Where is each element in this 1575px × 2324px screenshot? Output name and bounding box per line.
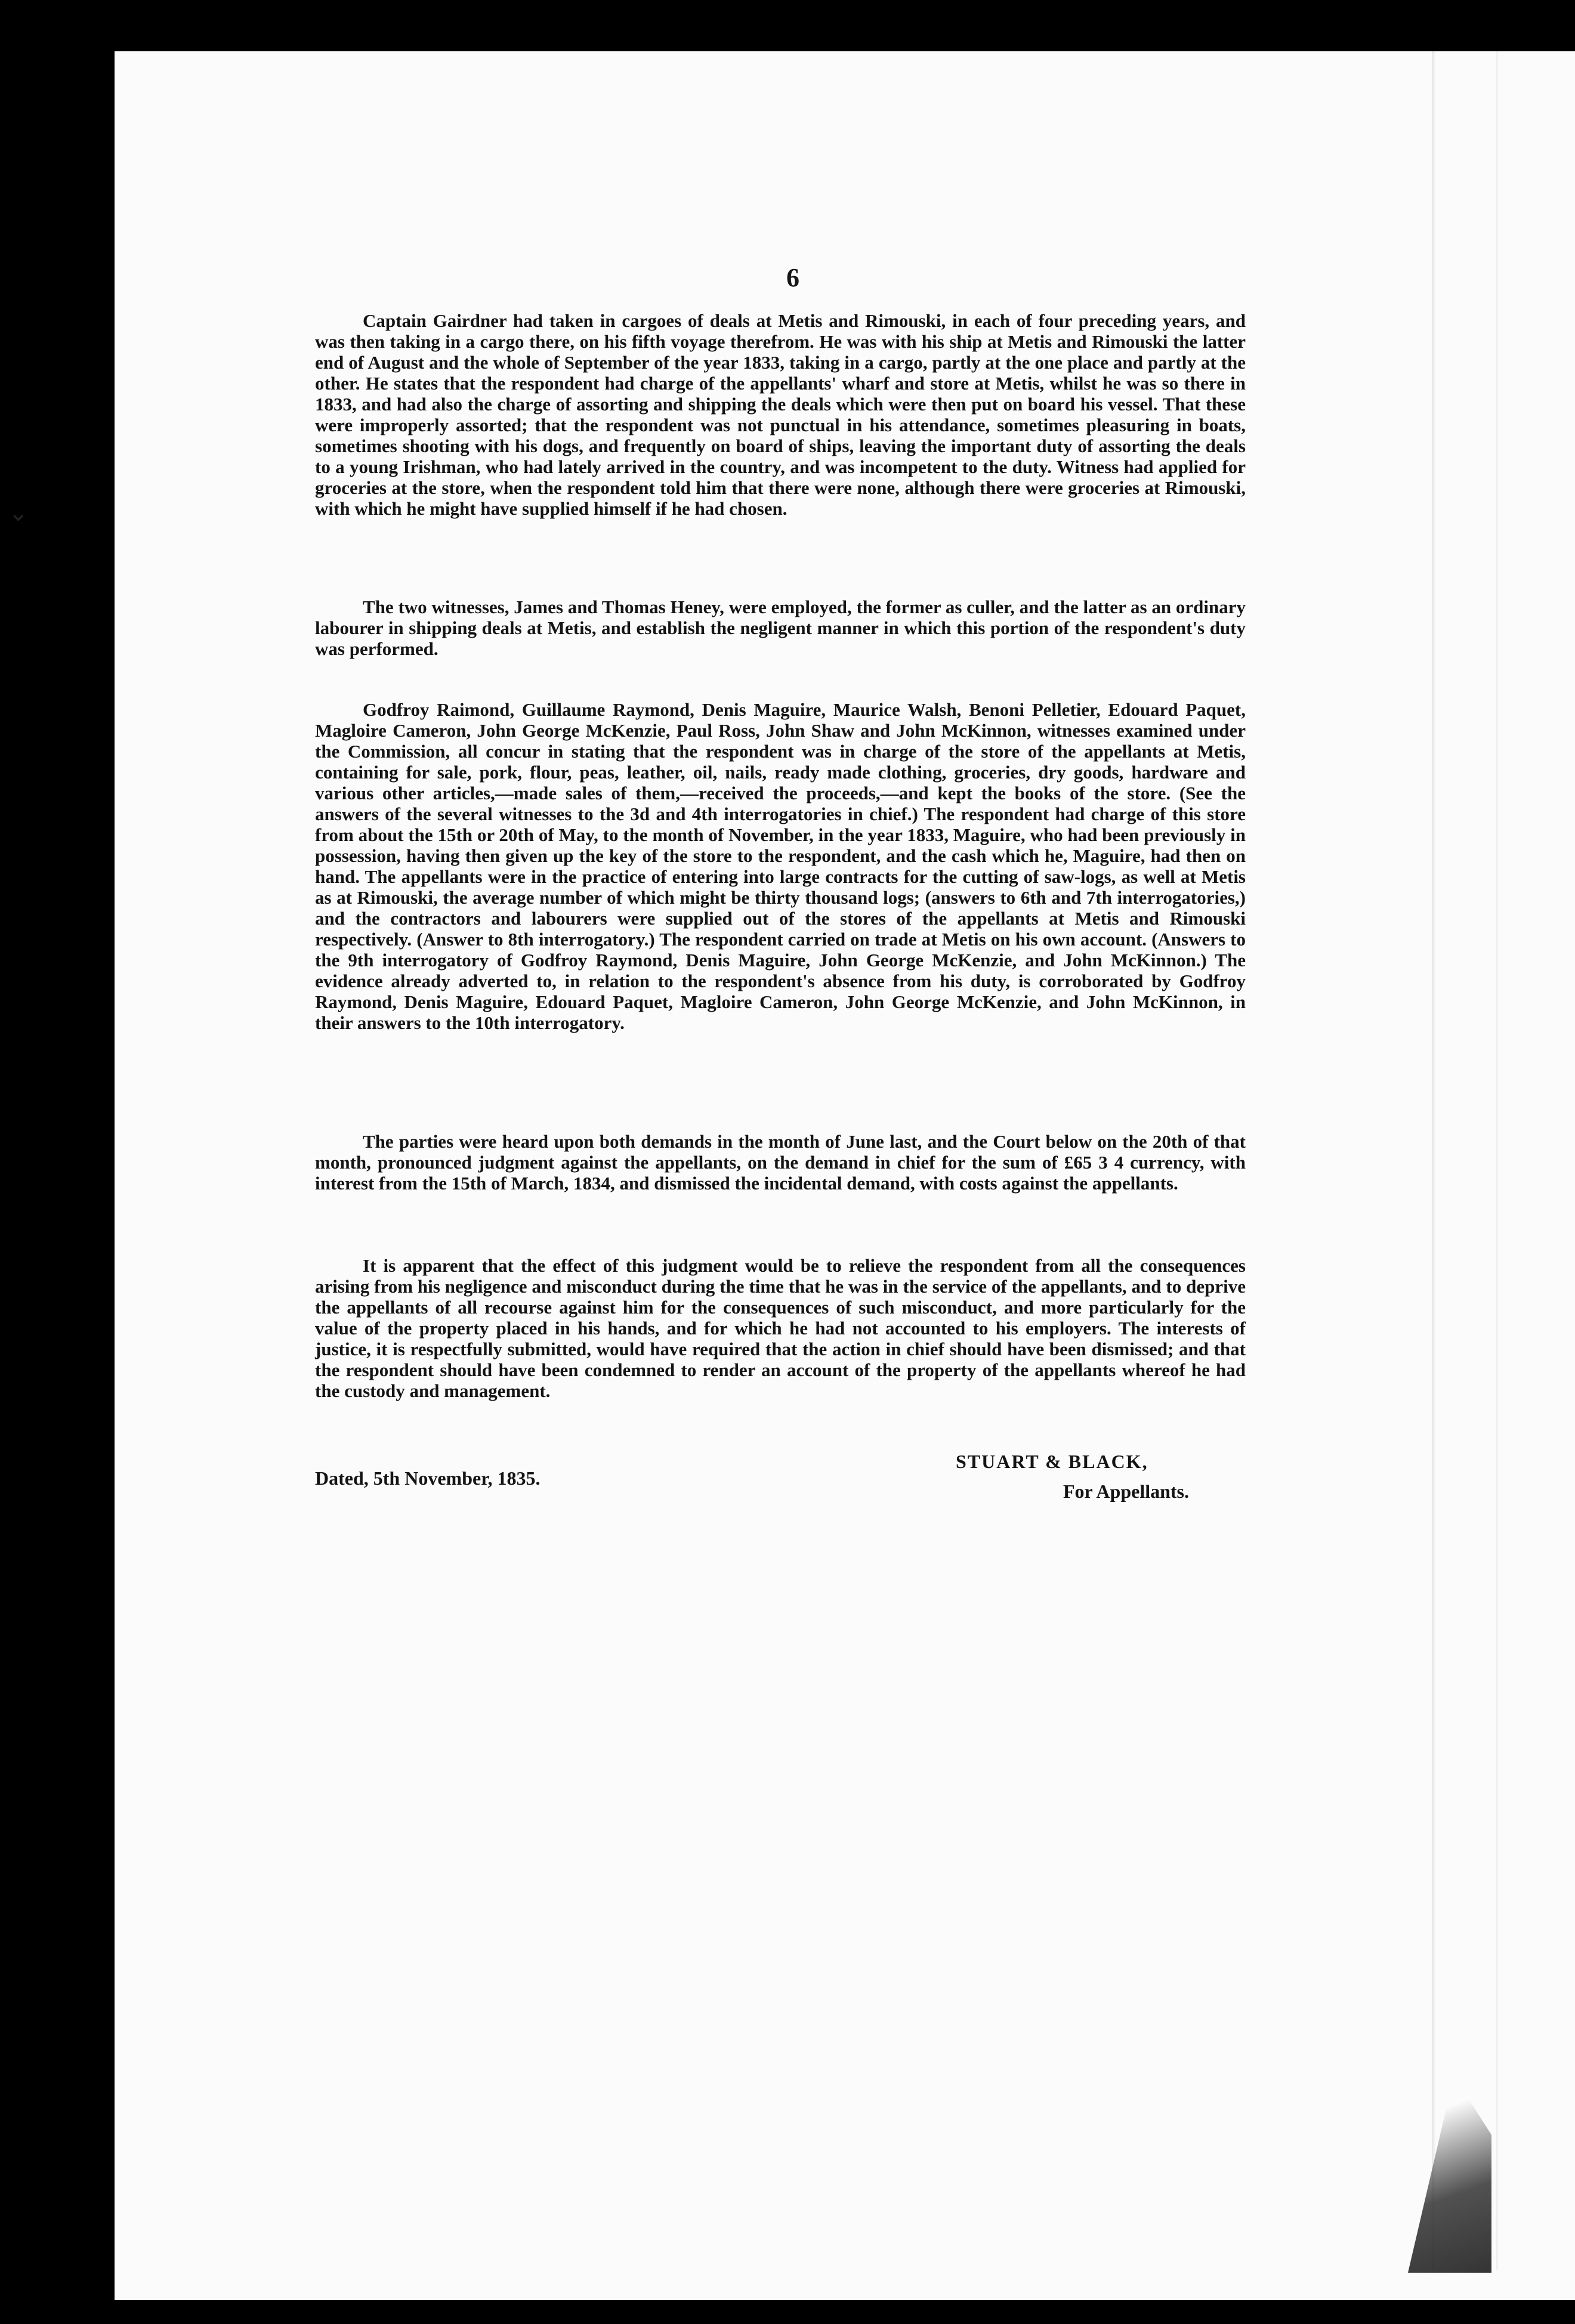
paragraph-gairdner-testimony: [315, 310, 1246, 519]
paragraph-text: It is apparent that the effect of this judgment would be to relieve the respondent from all the consequences arising from his negligence and misconduct during the time that he was in the service of the appellants, and to deprive the appellants of all recourse against him for the consequences of such misconduct, and more particularly for the value of the property placed in his hands, and for which he had not accounted to his employers. The interests of justice, it is respectfully submitted, would have required that the action in chief should have been dismissed; and that the respondent should have been condemned to render an account of the property of the appellants whereof he had the custody and management.: [315, 1255, 1246, 1401]
paragraph-judgment: [315, 1131, 1246, 1194]
paragraph-heney-witnesses: [315, 597, 1246, 659]
paragraph-text: The parties were heard upon both demands in the month of June last, and the Court below on the 20th of that month, pronounced judgment against the appellants, on the demand in chief for the sum of £65 3 4 currency, with interest from the 15th of March, 1834, and dismissed the incidental demand, with costs against the appellants.: [315, 1131, 1246, 1194]
page-fold-secondary: [1496, 51, 1499, 2270]
signature-name: STUART & BLACK,: [956, 1451, 1148, 1472]
paragraph-conclusion: [315, 1255, 1246, 1401]
paragraph-text: Captain Gairdner had taken in cargoes of deals at Metis and Rimouski, in each of four preceding years, and was then taking in a cargo there, on his fifth voyage therefrom. He was with his ship at Metis and Rimouski the latter end of August and the whole of September of the year 1833, taking in a cargo, partly at the one place and partly at the other. He states that the respondent had charge of the appellants' wharf and store at Metis, whilst he was so there in 1833, and had also the charge of assorting and shipping the deals which were then put on board his vessel. That these were improperly assorted; that the respondent was not punctual in his attendance, sometimes pleasuring in boats, sometimes shooting with his dogs, and frequently on board of ships, leaving the important duty of assorting the deals to a young Irishman, who had lately arrived in the country, and was incompetent to the duty. Witness had applied for groceries at the store, when the respondent told him that there were none, although there were groceries at Rimouski, with which he might have supplied himself if he had chosen.: [315, 310, 1246, 519]
paragraph-text: Godfroy Raimond, Guillaume Raymond, Denis Maguire, Maurice Walsh, Benoni Pelletier, Edouard Paquet, Magloire Cameron, John George McKenzie, Paul Ross, John Shaw and John McKinnon, witnesses examined under the Commission, all concur in stating that the respondent was in charge of the store of the appellants at Metis, containing for sale, pork, flour, peas, leather, oil, nails, ready made clothing, groceries, dry goods, hardware and various other articles,—made sales of them,—received the proceeds,—and kept the books of the store. (See the answers of the several witnesses to the 3d and 4th interrogatories in chief.) The respondent had charge of this store from about the 15th or 20th of May, to the month of November, in the year 1833, Maguire, who had been previously in possession, having then given up the key of the store to the respondent, and the cash which he, Maguire, had then on hand. The appellants were in the practice of entering into large contracts for the cutting of saw-logs, as well at Metis as at Rimouski, the average number of which might be thirty thousand logs; (answers to 6th and 7th interrogatories,) and the contractors and labourers were supplied out of the stores of the appellants at Metis and Rimouski respectively. (Answer to 8th interrogatory.) The respondent carried on trade at Metis on his own account. (Answers to the 9th interrogatory of Godfroy Raymond, Denis Maguire, John George McKenzie, and John McKinnon.) The evidence already adverted to, in relation to the respondent's absence from his duty, is corroborated by Godfroy Raymond, Denis Maguire, Edouard Paquet, Magloire Cameron, John George McKenzie, and John McKinnon, in their answers to the 10th interrogatory.: [315, 699, 1246, 1033]
page-fold: [1432, 51, 1435, 2270]
paragraph-commission-witnesses: [315, 699, 1246, 1033]
margin-bracket-mark: ⌄: [8, 499, 29, 526]
paragraph-text: The two witnesses, James and Thomas Heney, were employed, the former as culler, and the latter as an ordinary labourer in shipping deals at Metis, and establish the negligent manner in which this portion of the respondent's duty was performed.: [315, 597, 1246, 659]
signature-role: For Appellants.: [1063, 1481, 1189, 1502]
page-number: 6: [786, 263, 799, 292]
date-line: Dated, 5th November, 1835.: [315, 1467, 541, 1489]
